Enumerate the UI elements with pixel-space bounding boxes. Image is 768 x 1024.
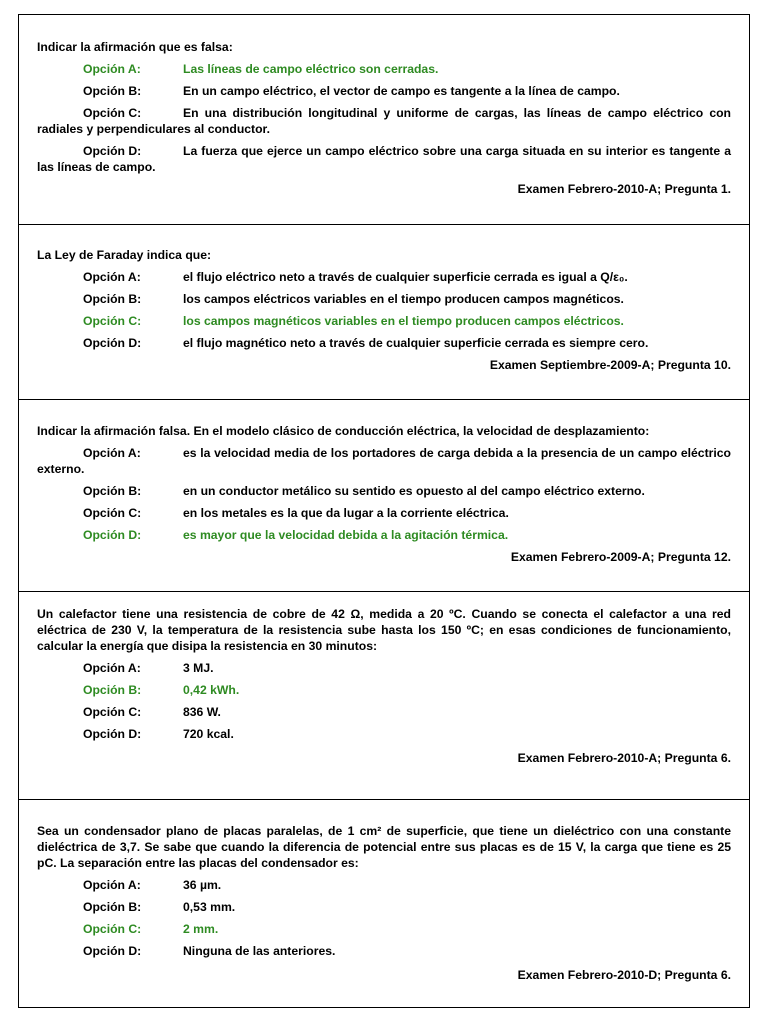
option-label: Opción D: <box>83 944 142 958</box>
option-text: 836 W. <box>183 705 221 719</box>
option-text: 3 MJ. <box>183 661 214 675</box>
option-label: Opción C: <box>83 705 142 719</box>
option-a <box>37 660 731 676</box>
option-text: En una distribución longitudinal y uniforme de cargas, las líneas de campo eléctrico con radiales y perpendiculares al conductor. <box>37 106 731 136</box>
option-c <box>37 921 731 937</box>
separator <box>19 591 749 592</box>
option-text: es la velocidad media de los portadores de carga debida a la presencia de un campo eléctrico externo. <box>37 446 731 476</box>
exam-source: Examen Febrero-2010-A; Pregunta 6. <box>517 751 731 765</box>
question-4 <box>19 606 749 766</box>
option-a <box>37 61 731 77</box>
option-label: Opción A: <box>83 270 141 284</box>
option-d <box>37 143 731 175</box>
option-b <box>37 483 731 499</box>
option-c <box>37 704 731 720</box>
option-text: En un campo eléctrico, el vector de campo es tangente a la línea de campo. <box>183 84 620 98</box>
option-label: Opción A: <box>83 446 141 460</box>
option-d <box>37 335 731 351</box>
question-stem: Un calefactor tiene una resistencia de cobre de 42 Ω, medida a 20 ºC. Cuando se conecta el calefactor a una red eléctrica de 230 V, la temperatura de la resistencia sube hasta los 150 ºC; en esas condiciones de funcionamiento, calcular la energía que disipa la resistencia en 30 minutos: <box>37 607 731 653</box>
option-c <box>37 313 731 329</box>
option-a <box>37 269 731 285</box>
question-5 <box>19 823 749 983</box>
option-label: Opción D: <box>83 727 142 741</box>
option-label: Opción A: <box>83 878 141 892</box>
question-stem: Sea un condensador plano de placas paralelas, de 1 cm² de superficie, que tiene un dieléctrico con una constante dieléctrica de 3,7. Se sabe que cuando la diferencia de potencial entre sus placas es de 15 V, la carga que tiene es 25 pC. La separación entre las placas del condensador es: <box>37 824 731 870</box>
option-text: 2 mm. <box>183 922 219 936</box>
option-a <box>37 445 731 477</box>
question-1 <box>19 39 749 197</box>
option-c <box>37 505 731 521</box>
exam-source: Examen Septiembre-2009-A; Pregunta 10. <box>489 358 731 372</box>
option-b <box>37 899 731 915</box>
question-stem: La Ley de Faraday indica que: <box>37 248 212 262</box>
separator <box>19 224 749 225</box>
option-label: Opción C: <box>83 922 142 936</box>
option-label: Opción A: <box>83 62 141 76</box>
option-a <box>37 877 731 893</box>
option-label: Opción A: <box>83 661 141 675</box>
option-text: La fuerza que ejerce un campo eléctrico sobre una carga situada en su interior es tangente a las líneas de campo. <box>37 144 731 174</box>
question-sheet <box>18 14 750 1008</box>
option-label: Opción D: <box>83 144 142 158</box>
exam-source: Examen Febrero-2010-D; Pregunta 6. <box>517 968 731 982</box>
option-text: 36 µm. <box>183 878 222 892</box>
option-text: el flujo magnético neto a través de cualquier superficie cerrada es siempre cero. <box>183 336 649 350</box>
option-text: el flujo eléctrico neto a través de cualquier superficie cerrada es igual a Q/ε₀. <box>183 270 628 284</box>
option-d <box>37 527 731 543</box>
option-c <box>37 105 731 137</box>
question-3 <box>19 423 749 565</box>
option-text: Ninguna de las anteriores. <box>183 944 336 958</box>
question-stem: Indicar la afirmación que es falsa: <box>37 40 233 54</box>
option-b <box>37 291 731 307</box>
option-label: Opción B: <box>83 292 142 306</box>
option-label: Opción C: <box>83 314 142 328</box>
option-label: Opción B: <box>83 900 142 914</box>
separator <box>19 399 749 400</box>
option-text: los campos magnéticos variables en el tiempo producen campos eléctricos. <box>183 314 624 328</box>
option-b <box>37 83 731 99</box>
option-text: en los metales es la que da lugar a la corriente eléctrica. <box>183 506 509 520</box>
option-d <box>37 943 731 959</box>
option-label: Opción D: <box>83 336 142 350</box>
option-text: 720 kcal. <box>183 727 234 741</box>
option-label: Opción B: <box>83 84 142 98</box>
option-label: Opción D: <box>83 528 142 542</box>
option-label: Opción C: <box>83 106 142 120</box>
exam-source: Examen Febrero-2010-A; Pregunta 1. <box>517 182 731 196</box>
option-text: Las líneas de campo eléctrico son cerradas. <box>183 62 439 76</box>
separator <box>19 799 749 800</box>
option-text: 0,42 kWh. <box>183 683 240 697</box>
option-label: Opción B: <box>83 683 142 697</box>
option-text: es mayor que la velocidad debida a la agitación térmica. <box>183 528 509 542</box>
option-label: Opción B: <box>83 484 142 498</box>
option-b <box>37 682 731 698</box>
question-stem: Indicar la afirmación falsa. En el modelo clásico de conducción eléctrica, la velocidad de desplazamiento: <box>37 424 650 438</box>
option-text: los campos eléctricos variables en el tiempo producen campos magnéticos. <box>183 292 624 306</box>
exam-source: Examen Febrero-2009-A; Pregunta 12. <box>510 550 731 564</box>
option-label: Opción C: <box>83 506 142 520</box>
option-text: 0,53 mm. <box>183 900 236 914</box>
question-2 <box>19 247 749 373</box>
option-d <box>37 726 731 742</box>
option-text: en un conductor metálico su sentido es opuesto al del campo eléctrico externo. <box>183 484 645 498</box>
